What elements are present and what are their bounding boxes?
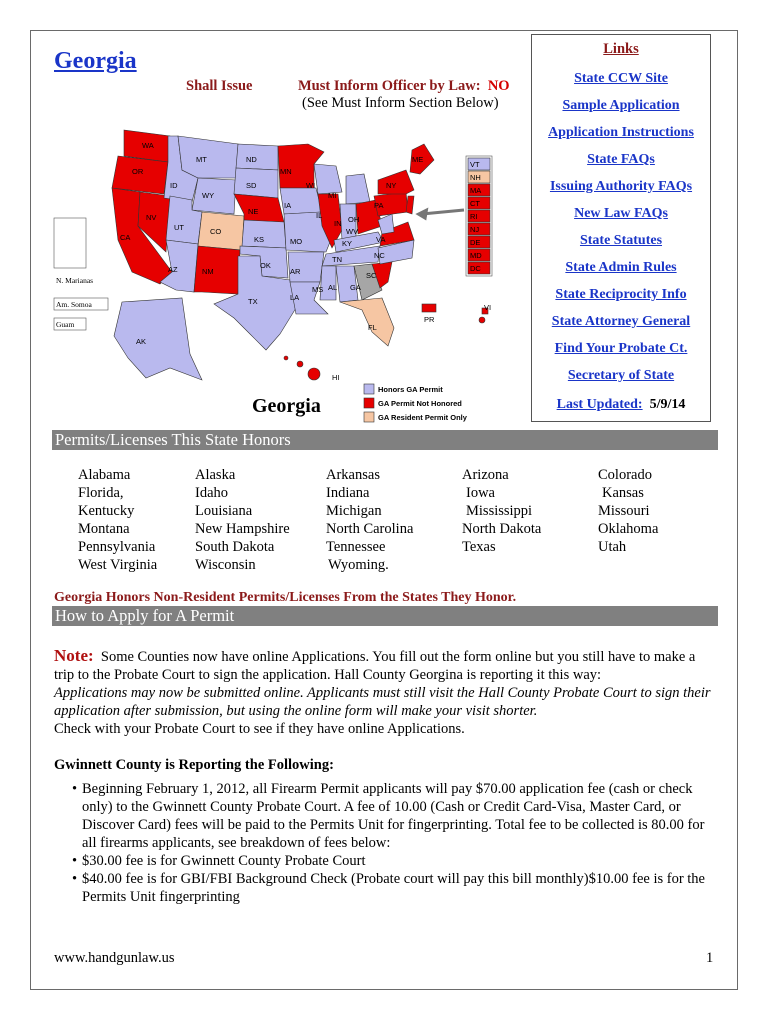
state-cell: Iowa bbox=[466, 485, 495, 501]
list-item: • $30.00 fee is for Gwinnett County Probate Court bbox=[54, 852, 714, 870]
state-label-28: TN bbox=[332, 255, 342, 264]
state-cell: Oklahoma bbox=[598, 521, 659, 537]
state-label-19: MO bbox=[290, 237, 303, 246]
must-inform-label: Must Inform Officer by Law: NO bbox=[298, 78, 510, 94]
state-cell: North Carolina bbox=[326, 521, 414, 537]
list-item: • $40.00 fee is for GBI/FBI Background Check (Probate court will pay this bill monthly)$10.00 fee is for the Permits Unit fingerprinting bbox=[54, 870, 714, 906]
note-text: Some Counties now have online Applications. You fill out the form online but you still have to make a trip to the Probate Court to sign the application. Hall County Georgina is reporting it this way: bbox=[54, 649, 696, 683]
state-label-30: AL bbox=[328, 283, 338, 292]
state-cell: Arizona bbox=[462, 467, 509, 483]
link-state-admin-rules[interactable]: State Admin Rules bbox=[565, 260, 677, 275]
state-label-27: KY bbox=[342, 239, 353, 248]
link-sample-application[interactable]: Sample Application bbox=[562, 98, 680, 113]
link-state-ccw-site[interactable]: State CCW Site bbox=[574, 71, 668, 86]
state-cell: West Virginia bbox=[78, 557, 158, 573]
honors-section-heading: Permits/Licenses This State Honors bbox=[52, 430, 718, 450]
state-label-12: SD bbox=[246, 181, 257, 190]
state-label-3: NV bbox=[146, 213, 157, 222]
state-cell: Missouri bbox=[598, 503, 650, 519]
state-label-10: NM bbox=[202, 267, 214, 276]
state-cell: Texas bbox=[462, 539, 496, 555]
state-cell: New Hampshire bbox=[195, 521, 290, 537]
gwinnett-heading: Gwinnett County is Reporting the Following: bbox=[54, 757, 334, 773]
state-label-4: ID bbox=[170, 181, 178, 190]
state-label-24: MI bbox=[328, 191, 337, 200]
state-label-40: AK bbox=[136, 337, 147, 346]
ne-label-2: MA bbox=[470, 186, 482, 195]
state-ak bbox=[114, 298, 202, 380]
state-fl bbox=[340, 298, 394, 346]
state-label-8: AZ bbox=[168, 265, 178, 274]
ne-label-4: RI bbox=[470, 212, 478, 221]
state-label-11: ND bbox=[246, 155, 257, 164]
state-cell: Kentucky bbox=[78, 503, 135, 519]
state-cell: Utah bbox=[598, 539, 627, 555]
note-label: Note: bbox=[54, 646, 94, 665]
legend-label-0: Honors GA Permit bbox=[378, 385, 443, 394]
state-cell: North Dakota bbox=[462, 521, 542, 537]
link-state-attorney-general[interactable]: State Attorney General bbox=[551, 314, 691, 329]
legend-label-1: GA Permit Not Honored bbox=[378, 399, 462, 408]
state-label-23: IL bbox=[316, 211, 323, 220]
check-probate-note: Check with your Probate Court to see if they have online Applications. bbox=[54, 721, 465, 737]
state-label-16: TX bbox=[248, 297, 258, 306]
state-label-25: IN bbox=[334, 219, 342, 228]
link-state-statutes[interactable]: State Statutes bbox=[579, 233, 663, 248]
hall-county-quote: Applications may now be submitted online. Applicants must still visit the Hall County Probate Court to sign their application after submission, but using the online form will make your visit shorter. bbox=[54, 685, 711, 719]
legend-label-2: GA Resident Permit Only bbox=[378, 413, 467, 422]
link-state-faqs[interactable]: State FAQs bbox=[587, 152, 655, 167]
state-cell: Idaho bbox=[195, 485, 229, 501]
fee-list bbox=[54, 780, 714, 906]
state-label-5: MT bbox=[196, 155, 207, 164]
state-mi bbox=[346, 174, 370, 204]
state-label-18: IA bbox=[284, 201, 292, 210]
state-nj bbox=[406, 196, 414, 214]
page-title[interactable]: Georgia bbox=[54, 48, 137, 74]
list-item: • Beginning February 1, 2012, all Firearm Permit applicants will pay $70.00 application fee (cash or check only) to the Gwinnett County Probate Court. A fee of 10.00 (Cash or Credit Card-Visa, Master Card, or Discover Card) fees will be paid to the Permits Unit for fingerprinting. Total fee to be collected is 80.00 for all firearms applicants, see breakdown of fees below: bbox=[54, 780, 714, 852]
territory-label-1: Am. Somoa bbox=[56, 300, 92, 309]
state-label-9: CO bbox=[210, 227, 222, 236]
state-label-17: MN bbox=[280, 167, 292, 176]
state-hi bbox=[308, 368, 320, 380]
state-cell: Wisconsin bbox=[195, 557, 256, 573]
state-wv bbox=[378, 214, 394, 234]
state-cell: Alabama bbox=[78, 467, 131, 483]
reciprocity-map bbox=[52, 122, 522, 428]
ne-label-3: CT bbox=[470, 199, 480, 208]
links-heading: Links bbox=[603, 41, 639, 57]
state-label-22: WI bbox=[306, 181, 316, 190]
state-nd bbox=[236, 144, 278, 170]
ne-label-6: DE bbox=[470, 238, 481, 247]
state-cell: Montana bbox=[78, 521, 130, 537]
nonresident-note: Georgia Honors Non-Resident Permits/Licenses From the States They Honor. bbox=[54, 590, 517, 605]
territory-label-2: Guam bbox=[56, 320, 75, 329]
link-application-instructions[interactable]: Application Instructions bbox=[548, 125, 694, 140]
state-cell: Mississippi bbox=[466, 503, 533, 519]
state-label-32: FL bbox=[368, 323, 377, 332]
state-label-38: NY bbox=[386, 181, 397, 190]
see-section-note: (See Must Inform Section Below) bbox=[302, 95, 499, 111]
territory-label-0: N. Marianas bbox=[56, 276, 94, 285]
ne-label-7: MD bbox=[470, 251, 482, 260]
state-wi bbox=[314, 164, 342, 194]
state-label-29: MS bbox=[312, 285, 324, 294]
links-box bbox=[531, 34, 711, 422]
state-label-34: NC bbox=[374, 251, 385, 260]
state-nm bbox=[194, 246, 240, 294]
state-cell: Florida, bbox=[78, 485, 124, 501]
page-number: 1 bbox=[706, 950, 714, 966]
state-label-43: VI bbox=[484, 303, 492, 312]
ne-label-5: NJ bbox=[470, 225, 480, 234]
state-label-31: GA bbox=[350, 283, 361, 292]
state-cell: South Dakota bbox=[195, 539, 275, 555]
ne-label-8: DC bbox=[470, 264, 481, 273]
link-new-law-faqs[interactable]: New Law FAQs bbox=[574, 206, 668, 221]
last-updated: Last Updated: 5/9/14 bbox=[556, 397, 686, 412]
state-label-36: WV bbox=[346, 227, 359, 236]
state-label-26: OH bbox=[348, 215, 360, 224]
state-cell: Michigan bbox=[326, 503, 382, 519]
apply-section-heading: How to Apply for A Permit bbox=[52, 606, 718, 626]
shall-issue-label: Shall Issue bbox=[186, 78, 253, 94]
state-label-2: CA bbox=[120, 233, 131, 242]
state-label-14: KS bbox=[254, 235, 265, 244]
state-cell: Arkansas bbox=[326, 467, 380, 483]
state-label-1: OR bbox=[132, 167, 144, 176]
state-label-15: OK bbox=[260, 261, 271, 270]
map-title: Georgia bbox=[252, 395, 321, 417]
state-label-0: WA bbox=[142, 141, 154, 150]
state-label-42: PR bbox=[424, 315, 435, 324]
link-state-reciprocity-info[interactable]: State Reciprocity Info bbox=[555, 287, 687, 302]
state-cell: Alaska bbox=[195, 467, 236, 483]
link-secretary-of-state[interactable]: Secretary of State bbox=[567, 368, 675, 383]
ne-label-1: NH bbox=[470, 173, 481, 182]
ne-label-0: VT bbox=[470, 160, 480, 169]
state-label-13: NE bbox=[248, 207, 259, 216]
state-cell: Indiana bbox=[326, 485, 370, 501]
state-label-21: LA bbox=[290, 293, 300, 302]
state-mt bbox=[178, 136, 238, 178]
state-cell: Tennessee bbox=[326, 539, 386, 555]
state-label-35: VA bbox=[376, 235, 386, 244]
state-cell: Louisiana bbox=[195, 503, 253, 519]
state-label-7: UT bbox=[174, 223, 184, 232]
apply-note-paragraph bbox=[54, 647, 719, 684]
link-issuing-authority-faqs[interactable]: Issuing Authority FAQs bbox=[549, 179, 693, 194]
state-cell: Colorado bbox=[598, 467, 652, 483]
must-inform-value: NO bbox=[487, 78, 510, 94]
state-cell: Pennsylvania bbox=[78, 539, 156, 555]
state-label-33: SC bbox=[366, 271, 377, 280]
state-label-20: AR bbox=[290, 267, 301, 276]
link-find-probate-court[interactable]: Find Your Probate Ct. bbox=[554, 341, 688, 356]
state-cell: Wyoming. bbox=[328, 557, 389, 573]
state-cell: Kansas bbox=[602, 485, 644, 501]
state-label-6: WY bbox=[202, 191, 215, 200]
state-label-37: PA bbox=[374, 201, 384, 210]
state-label-41: HI bbox=[332, 373, 340, 382]
state-label-39: ME bbox=[412, 155, 424, 164]
footer-url: www.handgunlaw.us bbox=[54, 950, 175, 966]
